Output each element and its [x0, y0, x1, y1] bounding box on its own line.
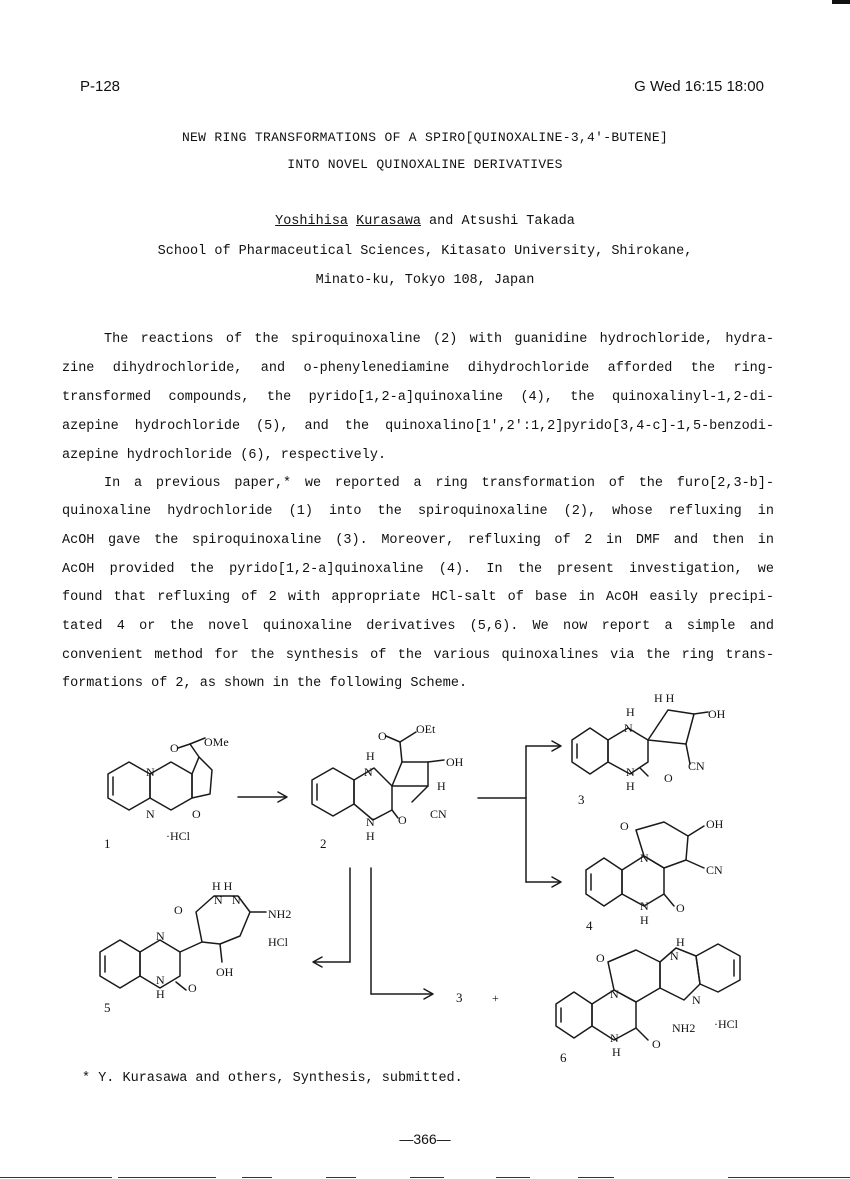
body-line: found that refluxing of 2 with appropriate HCl-salt of base in AcOH easily precipi- — [62, 590, 774, 605]
abstract-line: azepine hydrochloride (6), respectively. — [62, 448, 387, 463]
atom-label-n: N — [232, 893, 241, 907]
atom-label-o: O — [620, 819, 629, 833]
body-line: tated 4 or the novel quinoxaline derivatives (5,6). We now report a simple and — [62, 619, 774, 634]
bottom-rule — [118, 1177, 216, 1178]
structure-compound-6 — [556, 944, 740, 1040]
body-line: convenient method for the synthesis of the various quinoxalines via the ring trans- — [62, 648, 774, 663]
salt-label: ·HCl — [166, 829, 190, 843]
compound-number-6: 6 — [560, 1050, 567, 1065]
atom-label-n: N — [640, 851, 649, 865]
atom-label-h: H — [612, 1045, 621, 1059]
atom-label-h: H — [366, 829, 375, 843]
atom-label-h: H — [156, 987, 165, 1001]
group-label-cn: CN — [430, 807, 447, 821]
group-label-ome: OMe — [204, 735, 229, 749]
atom-label-h: H — [626, 705, 635, 719]
group-label-oh: OH — [446, 755, 464, 769]
atom-label-o: O — [192, 807, 201, 821]
other-authors: and Atsushi Takada — [420, 214, 575, 229]
abstract-code: P-128 — [80, 78, 121, 95]
author-family-name: Kurasawa — [356, 214, 421, 229]
structure-compound-5 — [100, 896, 266, 990]
atom-label-n: N — [156, 973, 165, 987]
atom-label-n: N — [610, 987, 619, 1001]
abstract-line: azepine hydrochloride (5), and the quinoxalino[1',2':1,2]pyrido[3,4-c]-1,5-benzodi- — [62, 419, 774, 434]
group-label-oh: OH — [708, 707, 726, 721]
session-time: G Wed 16:15 18:00 — [634, 78, 764, 95]
atom-label-n: N — [692, 993, 701, 1007]
atom-label-h: H — [640, 913, 649, 927]
compound-number-1: 1 — [104, 836, 111, 851]
atom-label-n: N — [624, 721, 633, 735]
group-label-cn: CN — [688, 759, 705, 773]
atom-label-o: O — [170, 741, 179, 755]
salt-label: ·HCl — [714, 1017, 738, 1031]
atom-label-n: N — [146, 765, 155, 779]
atom-label-o: O — [174, 903, 183, 917]
group-label-cn: CN — [706, 863, 723, 877]
body-line: AcOH provided the pyrido[1,2-a]quinoxaline (4). In the present investigation, we — [62, 562, 774, 577]
atom-label-h: H — [366, 749, 375, 763]
atom-label-n: N — [610, 1031, 619, 1045]
bottom-rule — [578, 1177, 614, 1178]
compound-number-3: 3 — [578, 792, 585, 807]
bottom-rule — [728, 1177, 850, 1178]
atom-label-o: O — [378, 729, 387, 743]
title-line-1: NEW RING TRANSFORMATIONS OF A SPIRO[QUINOXALINE-3,4'-BUTENE] — [181, 130, 669, 145]
compound-number-2: 2 — [320, 836, 327, 851]
atom-label-n: N — [364, 765, 373, 779]
group-label-nh2: NH2 — [672, 1021, 696, 1035]
bottom-rule — [496, 1177, 530, 1178]
salt-label: HCl — [268, 935, 289, 949]
atom-label-n: N — [214, 893, 223, 907]
abstract-line: transformed compounds, the pyrido[1,2-a]quinoxaline (4), the quinoxalinyl-1,2-di- — [62, 390, 774, 405]
atom-label-o: O — [188, 981, 197, 995]
atom-label-n: N — [366, 815, 375, 829]
structure-compound-1 — [108, 738, 212, 810]
atom-label-o: O — [398, 813, 407, 827]
affiliation-line-1: School of Pharmaceutical Sciences, Kitasato University, Shirokane, — [157, 244, 693, 259]
group-label-oh: OH — [706, 817, 724, 831]
atom-label-o: O — [596, 951, 605, 965]
footnote: * Y. Kurasawa and others, Synthesis, submitted. — [82, 1071, 463, 1086]
title-line-2: INTO NOVEL QUINOXALINE DERIVATIVES — [287, 157, 563, 172]
body-line: In a previous paper,* we reported a ring transformation of the furo[2,3-b]- — [104, 476, 774, 491]
bottom-rule — [242, 1177, 272, 1178]
body-line: quinoxaline hydrochloride (1) into the spiroquinoxaline (2), whose refluxing in — [62, 504, 774, 519]
compound-number-3: 3 — [456, 990, 463, 1005]
atom-label-n: N — [156, 929, 165, 943]
group-label-oh: OH — [216, 965, 234, 979]
bottom-rule — [0, 1177, 112, 1178]
page-number: —366— — [399, 1131, 451, 1147]
atom-label-hh: H H — [654, 691, 675, 705]
abstract-line: zine dihydrochloride, and o-phenylenediamine dihydrochloride afforded the ring- — [62, 361, 774, 376]
atom-label-n: N — [146, 807, 155, 821]
atom-label-h: H — [676, 935, 685, 949]
compound-number-4: 4 — [586, 918, 593, 933]
atom-label-o: O — [652, 1037, 661, 1051]
atom-label-h: H — [626, 779, 635, 793]
plus-sign: + — [492, 991, 499, 1005]
atom-label-o: O — [676, 901, 685, 915]
atom-label-o: O — [664, 771, 673, 785]
affiliation-line-2: Minato-ku, Tokyo 108, Japan — [315, 273, 535, 288]
author-given-name: Yoshihisa — [275, 214, 349, 229]
compound-number-5: 5 — [104, 1000, 111, 1015]
atom-label-h: H — [437, 779, 446, 793]
body-line: formations of 2, as shown in the following Scheme. — [62, 676, 468, 691]
body-line: AcOH gave the spiroquinoxaline (3). Moreover, refluxing of 2 in DMF and then in — [62, 533, 774, 548]
structure-compound-2 — [312, 732, 444, 820]
group-label-nh2: NH2 — [268, 907, 292, 921]
atom-label-n: N — [670, 949, 679, 963]
atom-label-n: N — [640, 899, 649, 913]
atom-label-hh: H H — [212, 879, 233, 893]
group-label-oet: OEt — [416, 722, 436, 736]
bottom-rule — [410, 1177, 444, 1178]
abstract-line: The reactions of the spiroquinoxaline (2) with guanidine hydrochloride, hydra- — [104, 332, 774, 347]
bottom-rule — [326, 1177, 356, 1178]
atom-label-n: N — [626, 765, 635, 779]
reaction-arrows — [238, 741, 561, 999]
